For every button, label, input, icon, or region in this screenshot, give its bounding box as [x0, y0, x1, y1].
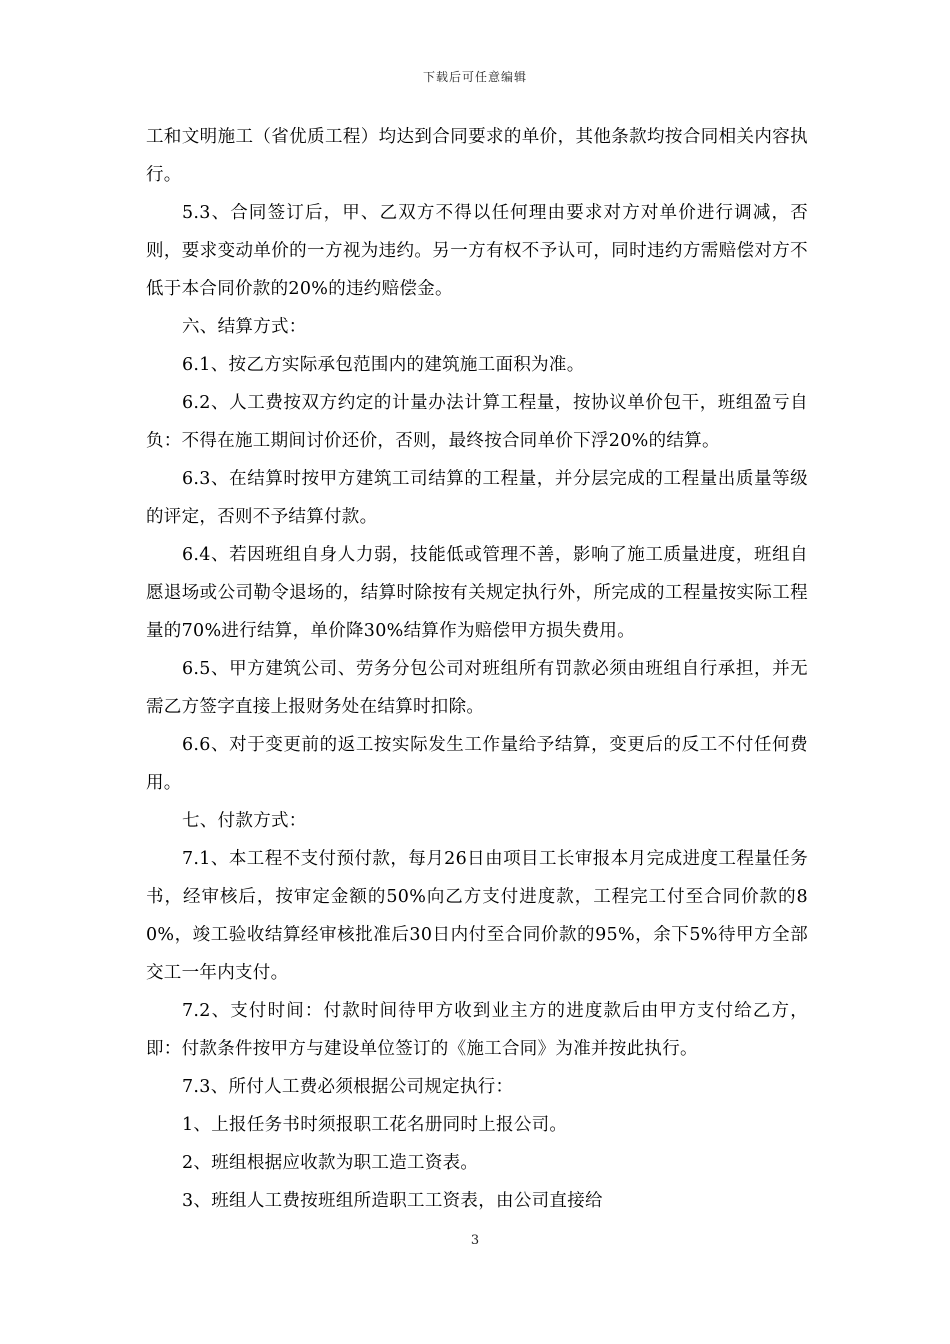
section-heading: 六、结算方式： — [182, 317, 307, 337]
list-item: 2、班组根据应收款为职工造工资表。 — [182, 1153, 479, 1173]
paragraph: 6.5、甲方建筑公司、劳务分包公司对班组所有罚款必须由班组自行承担，并无需乙方签字直接上报财务处在结算时扣除。 — [146, 659, 808, 717]
paragraph: 工和文明施工（省优质工程）均达到合同要求的单价，其他条款均按合同相关内容执行。 — [146, 127, 808, 185]
paragraph: 6.6、对于变更前的返工按实际发生工作量给予结算，变更后的反工不付任何费用。 — [146, 735, 808, 793]
document-body — [146, 118, 808, 1220]
page-header: 下载后可任意编辑 — [422, 70, 527, 84]
page-number: 3 — [470, 1233, 480, 1248]
paragraph: 7.1、本工程不支付预付款，每月26日由项目工长审报本月完成进度工程量任务书，经审核后，按审定金额的50%向乙方支付进度款，工程完工付至合同价款的80%，竣工验收结算经审核批准后30日内付至合同价款的95%，余下5%待甲方全部交工一年内支付。 — [146, 849, 808, 983]
paragraph: 6.4、若因班组自身人力弱，技能低或管理不善，影响了施工质量进度，班组自愿退场或公司勒令退场的，结算时除按有关规定执行外，所完成的工程量按实际工程量的70%进行结算，单价降30%结算作为赔偿甲方损失费用。 — [146, 545, 808, 641]
paragraph: 7.2、支付时间：付款时间待甲方收到业主方的进度款后由甲方支付给乙方，即：付款条件按甲方与建设单位签订的《施工合同》为准并按此执行。 — [146, 1001, 808, 1059]
list-item: 1、上报任务书时须报职工花名册同时上报公司。 — [182, 1115, 568, 1135]
list-item: 3、班组人工费按班组所造职工工资表，由公司直接给 — [182, 1191, 603, 1211]
paragraph: 6.3、在结算时按甲方建筑工司结算的工程量，并分层完成的工程量出质量等级的评定，否则不予结算付款。 — [146, 469, 808, 527]
paragraph: 6.2、人工费按双方约定的计量办法计算工程量，按协议单价包干，班组盈亏自负：不得在施工期间讨价还价，否则，最终按合同单价下浮20%的结算。 — [146, 393, 808, 451]
section-heading: 七、付款方式： — [182, 811, 307, 831]
paragraph: 5.3、合同签订后，甲、乙双方不得以任何理由要求对方对单价进行调减，否则，要求变动单价的一方视为违约。另一方有权不予认可，同时违约方需赔偿对方不低于本合同价款的20%的违约赔偿金。 — [146, 203, 808, 299]
paragraph: 7.3、所付人工费必须根据公司规定执行： — [182, 1077, 514, 1097]
paragraph: 6.1、按乙方实际承包范围内的建筑施工面积为准。 — [182, 355, 585, 375]
